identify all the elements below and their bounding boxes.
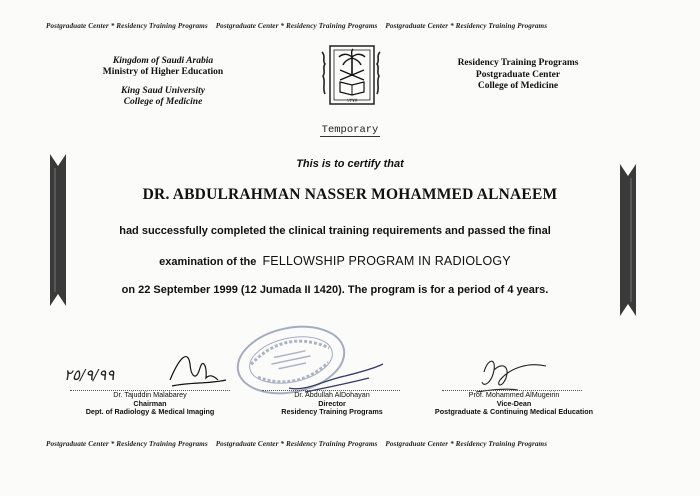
emblem-year: ١٣٧٧ [346, 98, 358, 104]
body-line-3: on 22 September 1999 (12 Jumada II 1420). The program is for a period of 4 years. [121, 284, 549, 296]
signer-title: Vice-Dean [496, 398, 532, 408]
program-name: FELLOWSHIP PROGRAM IN RADIOLOGY [262, 254, 511, 268]
signer-chairman [70, 391, 230, 417]
header-postgrad-center: Postgraduate Center [475, 69, 561, 80]
header-programs: Residency Training Programs [457, 58, 579, 68]
recipient-name: DR. ABDULRAHMAN NASSER MOHAMMED ALNAEEM [142, 186, 558, 203]
band-text: Postgraduate Center * Residency Training Programs [46, 22, 208, 30]
signature-date: ٢٥/٩/٩٩ [64, 366, 115, 384]
top-border-band [0, 22, 700, 30]
signer-director [262, 391, 402, 417]
signer-dept: Residency Training Programs [281, 407, 383, 417]
status-label [0, 124, 700, 136]
signer-name: Dr. Abdullah AlDohayan [294, 390, 370, 399]
band-text: Postgraduate Center * Residency Training Programs [215, 440, 378, 448]
band-text: Postgraduate Center * Residency Training Programs [385, 22, 548, 30]
signature-chairman-icon [60, 346, 228, 394]
header-right [438, 58, 598, 93]
header-ministry: Ministry of Higher Education [102, 67, 224, 77]
body-line-2 [0, 254, 670, 268]
bottom-border-band [0, 440, 700, 448]
band-text: Postgraduate Center * Residency Training Programs [46, 440, 208, 448]
header-left [98, 56, 228, 108]
exam-prefix: examination of the [159, 256, 257, 268]
certify-text: This is to certify that [296, 158, 404, 170]
header-kingdom: Kingdom of Saudi Arabia [112, 56, 214, 66]
signer-name: Dr. Tajuddin Malabarey [113, 390, 187, 399]
signer-title: Chairman [133, 398, 167, 408]
status-text: Temporary [321, 124, 379, 136]
signer-dept: Postgraduate & Continuing Medical Education [434, 407, 594, 417]
band-text: Postgraduate Center * Residency Training Programs [385, 440, 548, 448]
university-emblem-icon [316, 42, 388, 112]
header-college: College of Medicine [123, 97, 203, 107]
band-text: Postgraduate Center * Residency Training Programs [215, 22, 378, 30]
header-college-right: College of Medicine [477, 81, 559, 91]
signer-vice-dean [426, 391, 602, 417]
body-line-1: had successfully completed the clinical training requirements and passed the final [119, 225, 551, 237]
signer-name: Prof. Mohammed AlMugeirin [468, 390, 560, 399]
signer-dept: Dept. of Radiology & Medical Imaging [85, 407, 215, 417]
signer-title: Director [318, 398, 346, 408]
header-university: King Saud University [121, 86, 205, 96]
